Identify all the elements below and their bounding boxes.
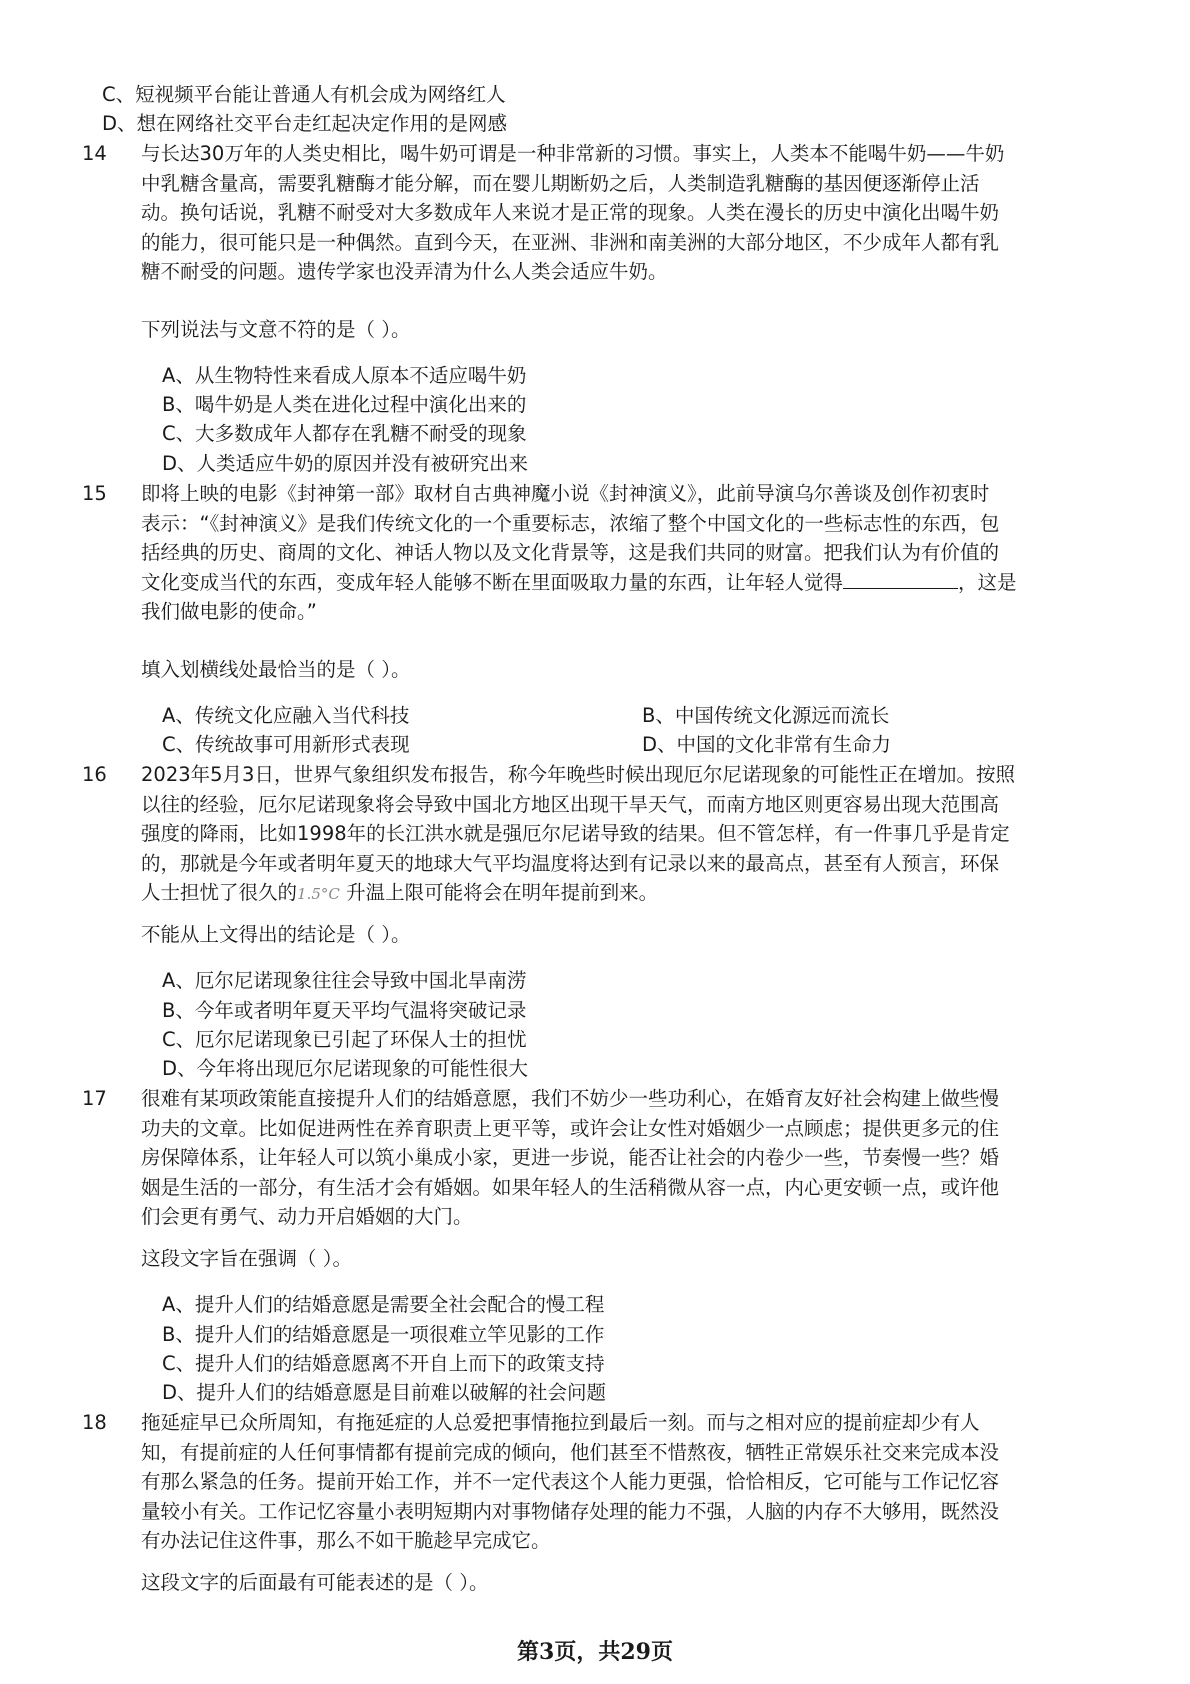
passage-line: 有办法记住这件事，那么不如干脆趁早完成它。	[141, 1529, 551, 1552]
option-d: D、中国的文化非常有生命力	[642, 733, 892, 756]
passage-text: ，这是	[958, 570, 1017, 594]
passage-line: 的能力，很可能只是一种偶然。直到今天，在亚洲、非洲和南美洲的大部分地区，不少成年人都有乳	[141, 230, 1000, 254]
question-number: 15	[82, 482, 107, 505]
option-b: B、今年或者明年夏天平均气温将突破记录	[162, 999, 527, 1022]
passage-line: 很难有某项政策能直接提升人们的结婚意愿，我们不妨少一些功利心，在婚育友好社会构建上做些慢	[141, 1087, 1000, 1110]
option-d: D、今年将出现厄尔尼诺现象的可能性很大	[162, 1057, 529, 1080]
passage-line: 以往的经验，厄尔尼诺现象将会导致中国北方地区出现干旱天气，而南方地区则更容易出现大范围高	[141, 792, 1000, 816]
passage-line: 中乳糖含量高，需要乳糖酶才能分解，而在婴儿期断奶之后，人类制造乳糖酶的基因便逐渐停止活	[141, 171, 980, 195]
question-prompt: 这段文字旨在强调（ ）。	[141, 1247, 352, 1270]
passage-line: 强度的降雨，比如1998年的长江洪水就是强厄尔尼诺导致的结果。但不管怎样，有一件事几乎是肯定	[141, 822, 1010, 845]
passage-line: 有那么紧急的任务。提前开始工作，并不一定代表这个人能力更强，恰恰相反，它可能与工作记忆容	[141, 1470, 1000, 1493]
question-prompt: 这段文字的后面最有可能表述的是（ ）。	[141, 1571, 489, 1594]
passage-line: 动。换句话说，乳糖不耐受对大多数成年人来说才是正常的现象。人类在漫长的历史中演化出喝牛奶	[141, 201, 1000, 224]
question-passage	[141, 760, 1091, 910]
question-passage	[141, 1084, 1091, 1232]
page-footer: 第3页，共29页	[517, 1639, 673, 1665]
passage-line: 与长达30万年的人类史相比，喝牛奶可谓是一种非常新的习惯。事实上，人类本不能喝牛奶——牛奶	[141, 142, 1005, 165]
passage-line: 房保障体系，让年轻人可以筑小巢成小家，更进一步说，能否让社会的内卷少一些，节奏慢一些？婚	[141, 1146, 1000, 1169]
passage-line: 即将上映的电影《封神第一部》取材自古典神魔小说《封神演义》，此前导演乌尔善谈及创作初衷时	[141, 482, 990, 505]
passage-text: 升温上限可能将会在明年提前到来。	[346, 881, 659, 904]
option-c: C、大多数成年人都存在乳糖不耐受的现象	[162, 422, 527, 445]
passage-line	[141, 568, 1091, 598]
option-a: A、传统文化应融入当代科技	[162, 704, 410, 727]
passage-line: 拖延症早已众所周知，有拖延症的人总爱把事情拖拉到最后一刻。而与之相对应的提前症却少有人	[141, 1411, 980, 1434]
question-number: 17	[82, 1087, 107, 1110]
passage-line: 知，有提前症的人任何事情都有提前完成的倾向，他们甚至不惜熬夜，牺牲正常娱乐社交来完成本没	[141, 1440, 1000, 1464]
option-b: B、喝牛奶是人类在进化过程中演化出来的	[162, 393, 527, 416]
passage-text: 人士担忧了很久的	[141, 881, 298, 904]
option-a: A、从生物特性来看成人原本不适应喝牛奶	[162, 364, 527, 387]
passage-line: 功夫的文章。比如促进两性在养育职责上更平等，或许会让女性对婚姻少一点顾虑；提供更多元的住	[141, 1116, 1000, 1140]
question-prompt: 填入划横线处最恰当的是（ ）。	[141, 658, 411, 681]
option-c: C、厄尔尼诺现象已引起了环保人士的担忧	[162, 1028, 527, 1051]
option-d: D、人类适应牛奶的原因并没有被研究出来	[162, 452, 529, 475]
option-d: D、提升人们的结婚意愿是目前难以破解的社会问题	[162, 1381, 607, 1404]
question-number: 16	[82, 763, 107, 786]
question-number: 14	[82, 142, 107, 165]
temperature-formula: 1.5°C	[297, 885, 340, 903]
passage-line: 姻是生活的一部分，有生活才会有婚姻。如果年轻人的生活稍微从容一点，内心更安顿一点，或许他	[141, 1175, 1000, 1199]
fill-blank-line	[843, 568, 958, 589]
question-prompt: 下列说法与文意不符的是（ ）。	[141, 318, 411, 341]
option-d: D、想在网络社交平台走红起决定作用的是网感	[102, 112, 508, 135]
passage-line: 糖不耐受的问题。遗传学家也没弄清为什么人类会适应牛奶。	[141, 260, 668, 283]
question-passage	[141, 479, 1091, 627]
passage-text: 文化变成当代的东西，变成年轻人能够不断在里面吸取力量的东西，让年轻人觉得	[141, 570, 844, 594]
passage-line: 括经典的历史、商周的文化、神话人物以及文化背景等，这是我们共同的财富。把我们认为有价值的	[141, 541, 1000, 564]
passage-line	[141, 878, 1091, 910]
option-b: B、提升人们的结婚意愿是一项很难立竿见影的工作	[162, 1323, 605, 1346]
question-number: 18	[82, 1411, 107, 1434]
question-prompt: 不能从上文得出的结论是（ ）。	[141, 923, 411, 946]
option-b: B、中国传统文化源远而流长	[642, 704, 890, 727]
option-c: C、传统故事可用新形式表现	[162, 733, 410, 756]
option-a: A、厄尔尼诺现象往往会导致中国北旱南涝	[162, 969, 527, 992]
passage-line: 表示：“《封神演义》是我们传统文化的一个重要标志，浓缩了整个中国文化的一些标志性的东西，包	[141, 511, 1000, 535]
question-passage	[141, 139, 1091, 287]
passage-line: 量较小有关。工作记忆容量小表明短期内对事物储存处理的能力不强，人脑的内存不大够用，既然没	[141, 1499, 1000, 1523]
question-passage	[141, 1408, 1091, 1556]
passage-line: 2023年5月3日，世界气象组织发布报告，称今年晚些时候出现厄尔尼诺现象的可能性正在增加。按照	[141, 763, 1015, 786]
option-c: C、提升人们的结婚意愿离不开自上而下的政策支持	[162, 1352, 605, 1375]
passage-line: 的，那就是今年或者明年夏天的地球大气平均温度将达到有记录以来的最高点，甚至有人预言，环保	[141, 851, 1000, 875]
passage-line: 我们做电影的使命。”	[141, 600, 317, 623]
option-a: A、提升人们的结婚意愿是需要全社会配合的慢工程	[162, 1293, 605, 1316]
passage-line: 们会更有勇气、动力开启婚姻的大门。	[141, 1205, 473, 1228]
option-c: C、短视频平台能让普通人有机会成为网络红人	[102, 83, 506, 106]
